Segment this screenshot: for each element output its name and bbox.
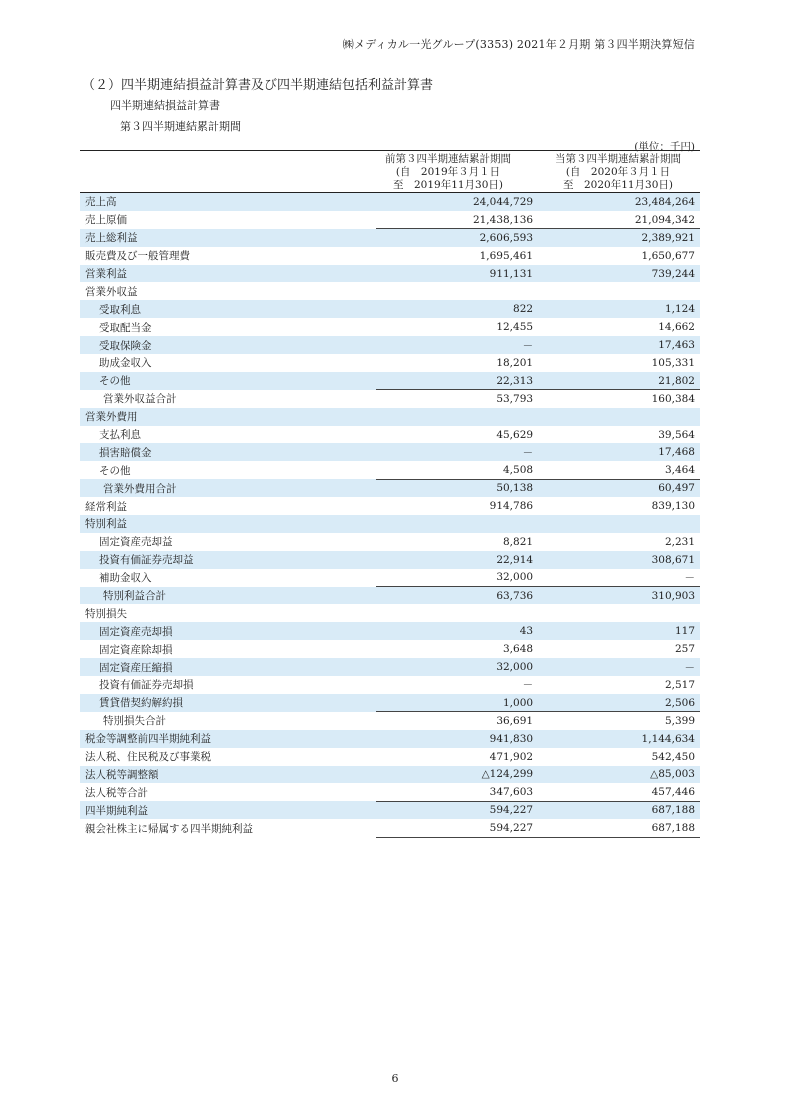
current-period-value: － <box>538 569 700 587</box>
row-label: その他 <box>99 464 131 477</box>
current-period-value: 1,144,634 <box>538 730 700 748</box>
document-header: ㈱メディカル一光グループ(3353) 2021年２月期 第３四半期決算短信 <box>342 38 695 51</box>
table-row <box>80 461 700 479</box>
row-label: 支払利息 <box>99 429 141 442</box>
current-period-value: 839,130 <box>651 500 695 513</box>
unit-label: (単位：千円) <box>634 141 695 153</box>
current-period-value: 2,517 <box>664 678 695 691</box>
previous-period-value: 22,313 <box>376 372 538 390</box>
table-row <box>80 676 700 694</box>
current-period-value: 23,484,264 <box>538 193 700 211</box>
current-period-value: 2,231 <box>664 535 695 548</box>
row-label: 投資有価証券売却益 <box>80 551 376 569</box>
previous-period-value <box>376 408 538 426</box>
table-row <box>80 730 700 748</box>
row-label: 受取保険金 <box>80 336 376 354</box>
previous-period-value: 1,000 <box>376 694 538 712</box>
table-row <box>80 318 700 336</box>
table-row <box>80 658 700 676</box>
table-row <box>80 533 700 551</box>
row-label: 受取配当金 <box>99 321 152 334</box>
current-period-value: 257 <box>674 643 695 656</box>
previous-period-value: 21,438,136 <box>376 211 538 229</box>
table-top-rule <box>80 150 700 151</box>
previous-period-value: 594,227 <box>376 801 538 819</box>
previous-period-value: － <box>376 336 538 354</box>
previous-period-value: △124,299 <box>376 766 538 784</box>
table-row <box>80 479 700 497</box>
previous-period-value <box>376 604 538 622</box>
previous-period-value: 12,455 <box>496 321 534 334</box>
table-row <box>80 712 700 730</box>
income-statement-table <box>80 193 700 838</box>
previous-period-value <box>376 515 538 533</box>
current-period-value: △85,003 <box>538 766 700 784</box>
previous-period-value: 594,227 <box>376 819 538 837</box>
current-period-value: 21,802 <box>538 372 700 390</box>
row-label: 親会社株主に帰属する四半期純利益 <box>85 822 253 835</box>
current-period-value: 160,384 <box>651 392 695 405</box>
current-period-value: 39,564 <box>658 428 695 441</box>
column-header-line: (自 2020年３月１日 <box>565 166 671 178</box>
section-title: （２）四半期連結損益計算書及び四半期連結包括利益計算書 <box>82 78 434 93</box>
previous-period-value: 4,508 <box>376 461 538 479</box>
column-header-line: 至 2019年11月30日) <box>392 179 504 191</box>
previous-period-value: 43 <box>376 622 538 640</box>
current-period-value: 687,188 <box>538 801 700 819</box>
previous-period-value: 50,138 <box>376 479 538 497</box>
current-period-value: 1,124 <box>538 300 700 318</box>
table-row <box>80 372 700 390</box>
table-row <box>80 247 700 265</box>
current-period-value: 739,244 <box>538 265 700 283</box>
row-label: 法人税等調整額 <box>80 766 376 784</box>
current-period-value: 308,671 <box>538 551 700 569</box>
table-row <box>80 443 700 461</box>
table-row <box>80 193 700 211</box>
row-label: 固定資産売却損 <box>80 622 376 640</box>
table-row <box>80 265 700 283</box>
table-row <box>80 229 700 247</box>
previous-period-value: 63,736 <box>376 587 538 605</box>
row-label: 営業外費用合計 <box>80 479 376 497</box>
table-row <box>80 551 700 569</box>
row-label: 四半期純利益 <box>80 801 376 819</box>
previous-period-value: 36,691 <box>496 715 534 728</box>
previous-period-value <box>376 282 538 300</box>
table-row <box>80 336 700 354</box>
previous-period-value: 1,695,461 <box>479 249 534 262</box>
previous-period-value: 24,044,729 <box>376 193 538 211</box>
row-label: 経常利益 <box>85 500 127 513</box>
row-label: 売上原価 <box>85 214 127 227</box>
previous-period-value: 3,648 <box>503 643 534 656</box>
current-period-value: 117 <box>538 622 700 640</box>
table-row <box>80 622 700 640</box>
row-label: 特別利益合計 <box>80 587 376 605</box>
current-period-value: 310,903 <box>538 587 700 605</box>
table-row <box>80 426 700 444</box>
table-row <box>80 569 700 587</box>
current-period-value: － <box>538 658 700 676</box>
table-row <box>80 211 700 229</box>
row-label: 販売費及び一般管理費 <box>85 250 190 263</box>
previous-period-value: 914,786 <box>489 500 534 513</box>
row-label: 営業外費用 <box>80 408 376 426</box>
row-label: 法人税、住民税及び事業税 <box>85 751 211 764</box>
table-row <box>80 390 700 408</box>
row-label: 特別利益 <box>80 515 376 533</box>
table-row <box>80 766 700 784</box>
current-period-value <box>538 515 700 533</box>
current-period-value: 17,468 <box>538 443 700 461</box>
row-label: 固定資産圧縮損 <box>80 658 376 676</box>
current-period-value: 687,188 <box>538 819 700 837</box>
row-label: 特別損失合計 <box>103 715 166 728</box>
previous-period-value: － <box>376 443 538 461</box>
table-row <box>80 604 700 622</box>
table-row <box>80 748 700 766</box>
previous-period-value: 822 <box>376 300 538 318</box>
table-row <box>80 282 700 300</box>
row-label: 売上高 <box>80 193 376 211</box>
table-row <box>80 694 700 712</box>
previous-period-value: 18,201 <box>496 356 534 369</box>
table-row <box>80 300 700 318</box>
previous-period-value: 911,131 <box>376 265 538 283</box>
row-label: 税金等調整前四半期純利益 <box>80 730 376 748</box>
current-period-value: 17,463 <box>538 336 700 354</box>
row-label: 固定資産除却損 <box>99 643 173 656</box>
income-statement-body <box>80 193 700 837</box>
row-label: 固定資産売却益 <box>99 536 173 549</box>
current-period-value <box>538 282 700 300</box>
current-period-value: 21,094,342 <box>538 211 700 229</box>
table-row <box>80 515 700 533</box>
previous-period-value: 2,606,593 <box>376 229 538 247</box>
current-period-value: 1,650,677 <box>641 249 695 262</box>
current-period-value: 60,497 <box>538 479 700 497</box>
current-period-value <box>538 408 700 426</box>
previous-period-value: － <box>522 679 534 692</box>
previous-period-value: 941,830 <box>376 730 538 748</box>
previous-period-value: 471,902 <box>489 750 534 763</box>
table-row <box>80 640 700 658</box>
column-header-current <box>536 153 700 192</box>
column-header-previous <box>366 153 530 192</box>
column-header-line: 当第３四半期連結累計期間 <box>555 153 681 165</box>
current-period-value: 3,464 <box>538 461 700 479</box>
table-row <box>80 801 700 819</box>
current-period-value: 2,506 <box>538 694 700 712</box>
row-label: 補助金収入 <box>99 572 152 585</box>
row-label: その他 <box>80 372 376 390</box>
statement-subtitle: 四半期連結損益計算書 <box>110 99 220 112</box>
period-label: 第３四半期連結累計期間 <box>120 120 241 133</box>
current-period-value: 105,331 <box>651 356 695 369</box>
table-row <box>80 587 700 605</box>
table-row <box>80 354 700 372</box>
table-row <box>80 408 700 426</box>
previous-period-value: 32,000 <box>376 569 538 587</box>
row-label: 営業外収益合計 <box>103 393 177 406</box>
table-row <box>80 783 700 801</box>
table-row <box>80 819 700 837</box>
row-label: 助成金収入 <box>99 357 152 370</box>
previous-period-value: 347,603 <box>376 783 538 801</box>
column-header-line: (自 2019年３月１日 <box>395 166 501 178</box>
row-label: 法人税等合計 <box>85 786 148 799</box>
row-label: 賃貸借契約解約損 <box>80 694 376 712</box>
previous-period-value: 53,793 <box>496 392 534 405</box>
previous-period-value: 32,000 <box>376 658 538 676</box>
table-row <box>80 497 700 515</box>
previous-period-value: 45,629 <box>496 428 534 441</box>
row-label: 受取利息 <box>80 300 376 318</box>
row-label: 営業利益 <box>80 265 376 283</box>
row-label: 営業外収益 <box>85 285 138 298</box>
current-period-value: 2,389,921 <box>538 229 700 247</box>
page-number: 6 <box>391 1072 399 1085</box>
row-label: 特別損失 <box>85 607 127 620</box>
previous-period-value: 8,821 <box>503 535 534 548</box>
current-period-value: 457,446 <box>538 783 700 801</box>
current-period-value: 5,399 <box>664 715 695 728</box>
column-header-line: 至 2020年11月30日) <box>562 179 674 191</box>
row-label: 損害賠償金 <box>80 443 376 461</box>
current-period-value: 14,662 <box>658 321 695 334</box>
current-period-value <box>538 604 700 622</box>
current-period-value: 542,450 <box>651 750 695 763</box>
previous-period-value: 22,914 <box>376 551 538 569</box>
column-header-line: 前第３四半期連結累計期間 <box>385 153 511 165</box>
row-label: 投資有価証券売却損 <box>99 679 194 692</box>
row-label: 売上総利益 <box>80 229 376 247</box>
